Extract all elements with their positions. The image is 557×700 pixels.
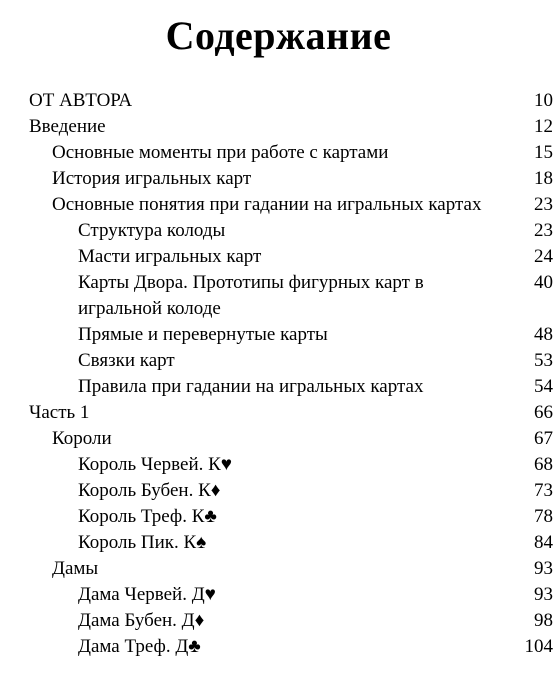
toc-entry-page-number: 40 (534, 272, 553, 293)
toc-entry-page-number: 84 (534, 532, 553, 553)
toc-entry (0, 400, 557, 426)
toc-entry (0, 634, 557, 660)
toc-entry-title: Основные моменты при работе с картами (52, 142, 389, 163)
toc-entry-page-number: 67 (534, 428, 553, 449)
toc-entry (0, 504, 557, 530)
toc-entry (0, 192, 557, 218)
toc-entry-page-number: 53 (534, 350, 553, 371)
toc-entry (0, 114, 557, 140)
toc-entry-page-number: 73 (534, 480, 553, 501)
toc-entry-page-number: 24 (534, 246, 553, 267)
toc-entry-page-number: 23 (534, 194, 553, 215)
toc-entry-page-number: 18 (534, 168, 553, 189)
toc-entry-title: Дама Червей. Д♥ (78, 584, 216, 605)
toc-entry-title: Короли (52, 428, 112, 449)
toc-entry-title: Структура колоды (78, 220, 226, 241)
toc-entry-title: Король Бубен. К♦ (78, 480, 221, 501)
toc-entry (0, 218, 557, 244)
toc-entry-title: Король Треф. К♣ (78, 506, 217, 527)
toc-entry (0, 582, 557, 608)
toc-entry-page-number: 98 (534, 610, 553, 631)
toc-entry (0, 530, 557, 556)
toc-entry-page-number: 12 (534, 116, 553, 137)
toc-entry-title: Масти игральных карт (78, 246, 262, 267)
table-of-contents (0, 88, 557, 660)
toc-entry (0, 452, 557, 478)
toc-entry (0, 374, 557, 400)
toc-entry-page-number: 68 (534, 454, 553, 475)
toc-entry (0, 140, 557, 166)
toc-entry-title: Король Червей. К♥ (78, 454, 233, 475)
toc-entry-page-number: 10 (534, 90, 553, 111)
toc-entry-page-number: 15 (534, 142, 553, 163)
toc-entry-title: Карты Двора. Прототипы фигурных карт в игральной колоде (78, 272, 424, 319)
toc-entry-title: Прямые и перевернутые карты (78, 324, 328, 345)
toc-entry-page-number: 104 (524, 636, 553, 657)
toc-entry-title: ОТ АВТОРА (29, 90, 133, 111)
toc-entry (0, 426, 557, 452)
toc-entry-title: Часть 1 (29, 402, 90, 423)
toc-entry-page-number: 66 (534, 402, 553, 423)
toc-entry (0, 322, 557, 348)
toc-entry-page-number: 93 (534, 558, 553, 579)
toc-entry-title: Дамы (52, 558, 99, 579)
toc-entry (0, 478, 557, 504)
toc-entry (0, 556, 557, 582)
toc-entry (0, 166, 557, 192)
page-title: Содержание (165, 13, 392, 58)
toc-entry-title: Связки карт (78, 350, 175, 371)
toc-entry-title: История игральных карт (52, 168, 252, 189)
toc-entry-page-number: 93 (534, 584, 553, 605)
toc-entry-page-number: 54 (534, 376, 553, 397)
toc-entry-title: Правила при гадании на игральных картах (78, 376, 424, 397)
toc-entry-page-number: 23 (534, 220, 553, 241)
toc-entry (0, 348, 557, 374)
toc-entry (0, 608, 557, 634)
toc-entry-title: Король Пик. К♠ (78, 532, 207, 553)
toc-entry (0, 244, 557, 270)
toc-entry-title: Дама Треф. Д♣ (78, 636, 201, 657)
toc-entry-page-number: 48 (534, 324, 553, 345)
toc-entry (0, 270, 557, 322)
toc-entry (0, 88, 557, 114)
toc-entry-title: Основные понятия при гадании на игральных картах (52, 194, 482, 215)
toc-entry-title: Дама Бубен. Д♦ (78, 610, 205, 631)
toc-entry-page-number: 78 (534, 506, 553, 527)
toc-entry-title: Введение (29, 116, 106, 137)
